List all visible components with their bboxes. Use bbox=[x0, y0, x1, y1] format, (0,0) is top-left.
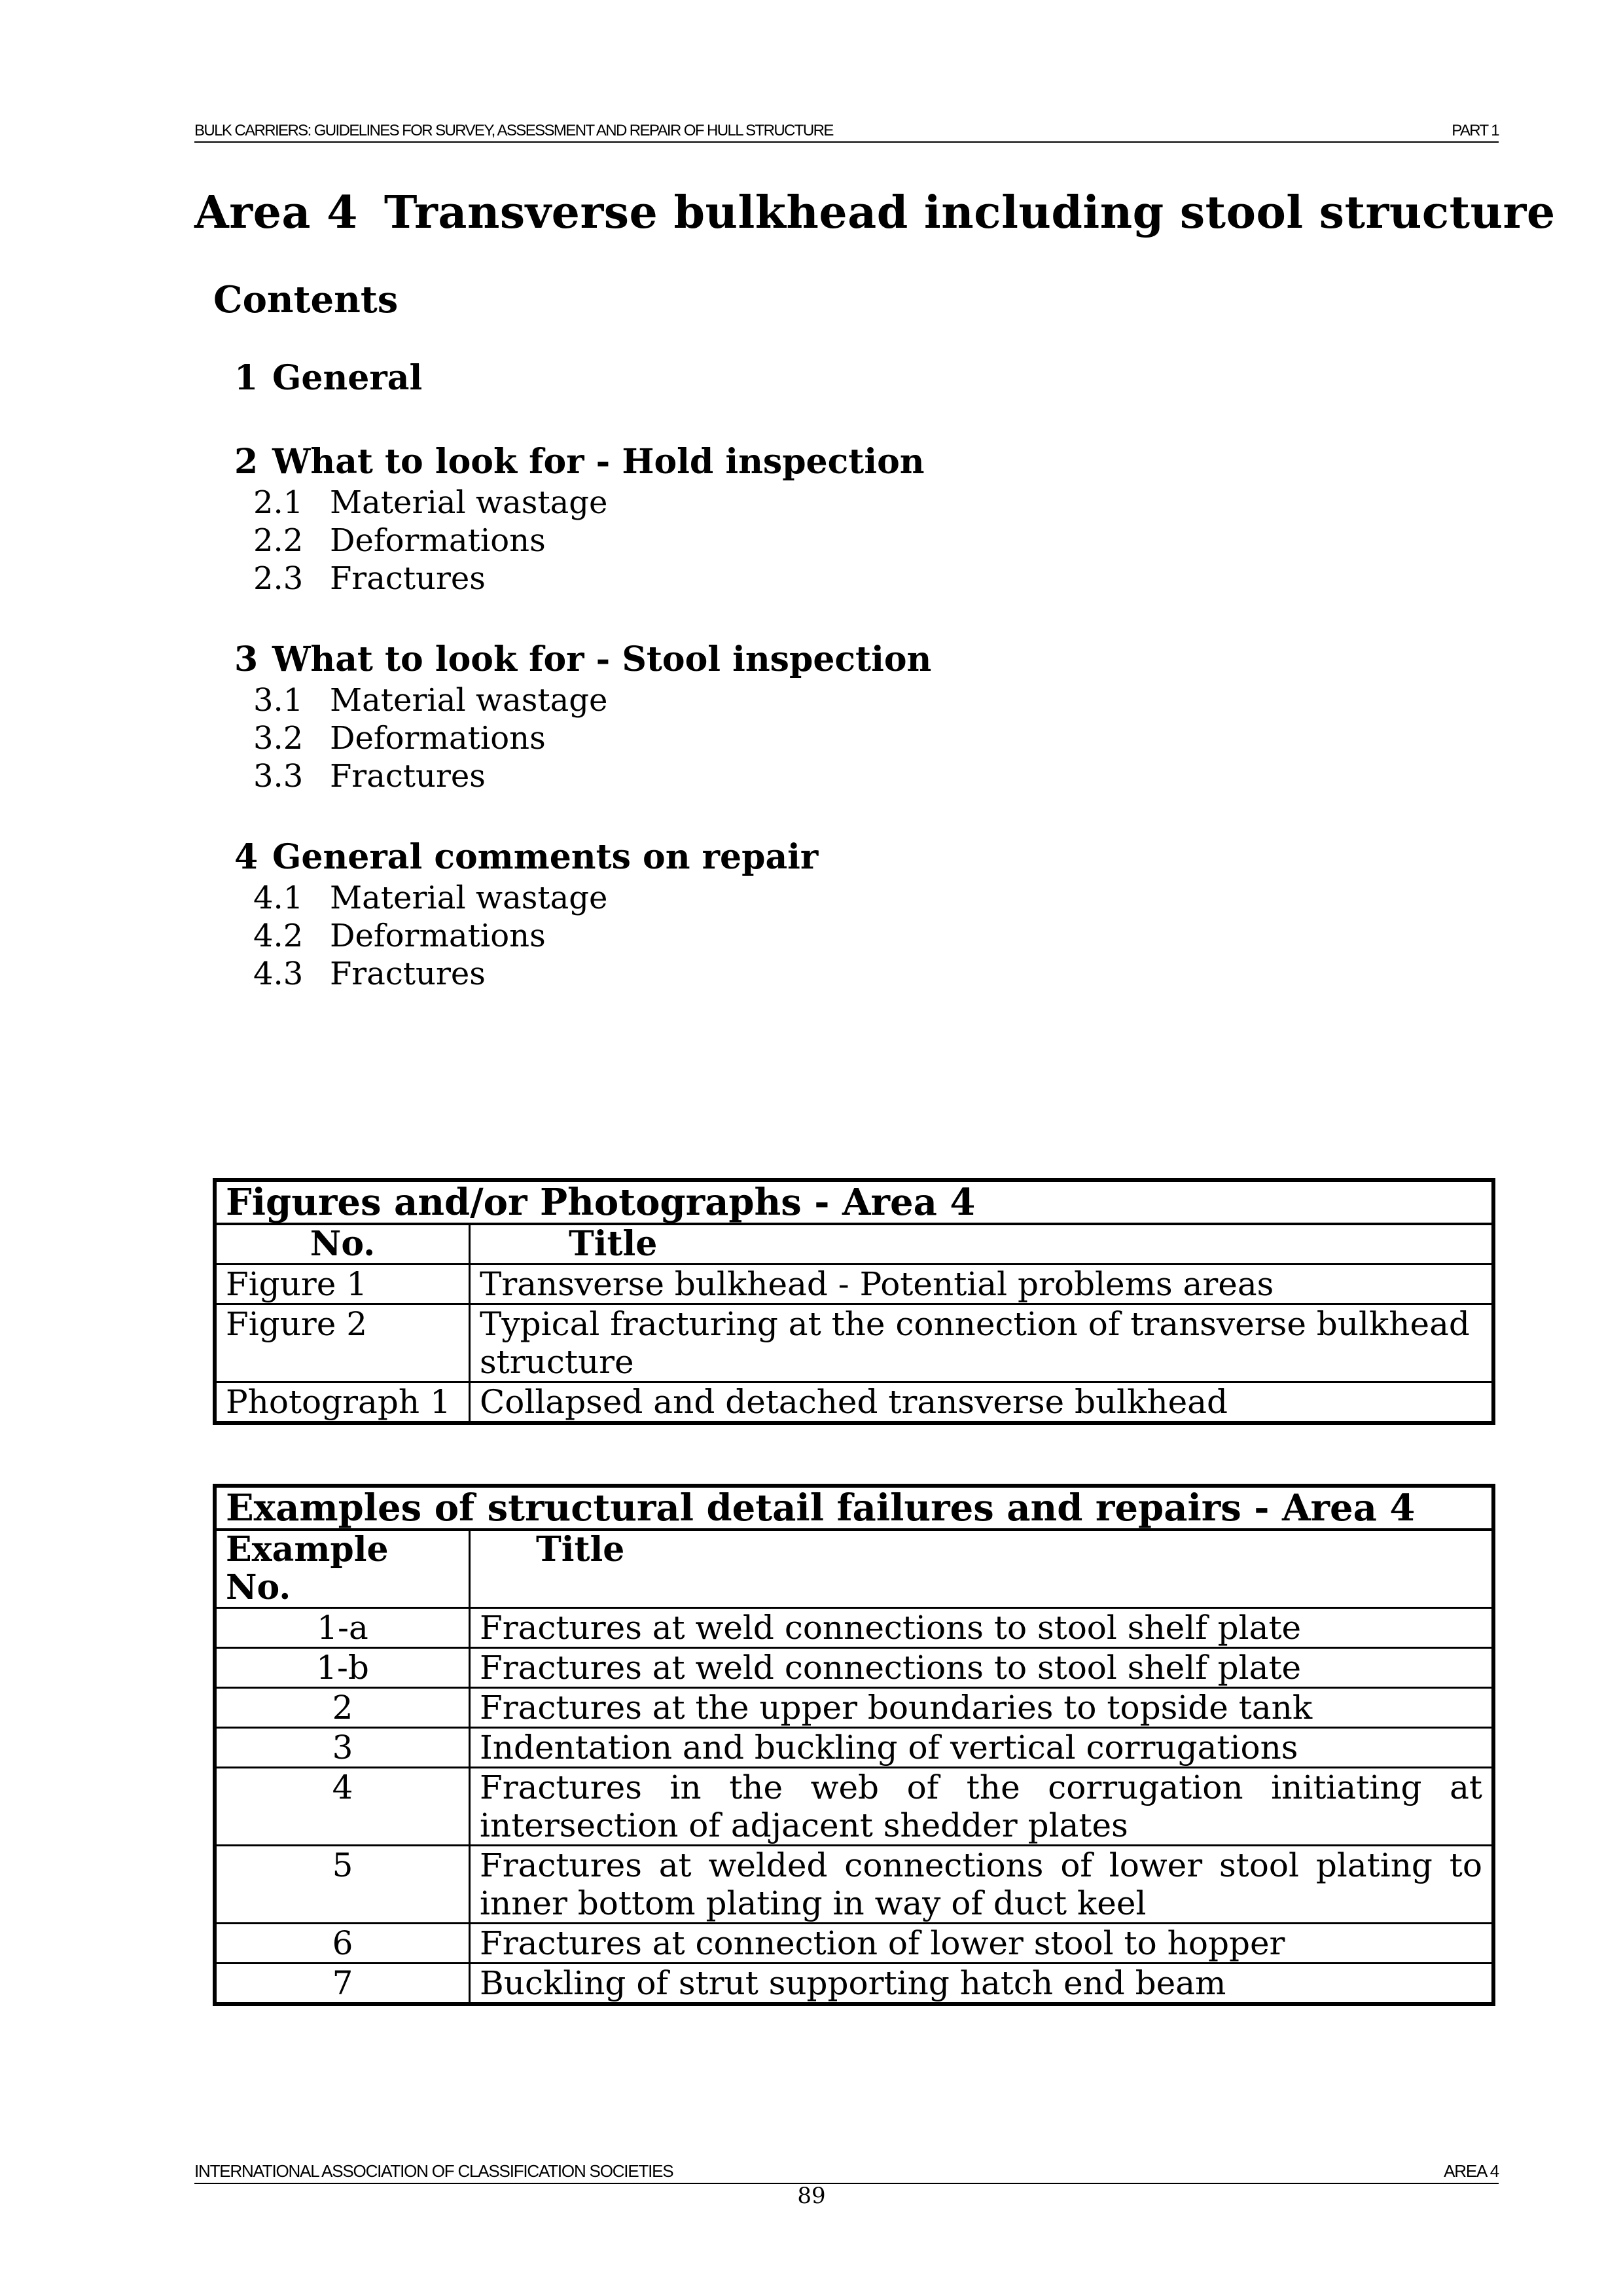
toc-subsection-number: 2.1 bbox=[253, 484, 304, 521]
toc-subsection bbox=[234, 484, 931, 522]
header-part: PART 1 bbox=[1452, 122, 1499, 139]
toc-subsection bbox=[234, 681, 931, 719]
example-row-no: 2 bbox=[215, 1688, 470, 1728]
examples-col-title: Title bbox=[470, 1530, 1494, 1608]
toc-subsection-label: Material wastage bbox=[330, 484, 608, 521]
toc-subsection-number: 3.2 bbox=[253, 720, 304, 757]
contents-heading: Contents bbox=[213, 278, 399, 321]
toc-subsection-number: 3.3 bbox=[253, 758, 304, 795]
toc-section-label: What to look for - Stool inspection bbox=[272, 639, 932, 679]
example-row-title: Fractures at weld connections to stool shelf plate bbox=[470, 1648, 1494, 1688]
example-row bbox=[215, 1846, 1493, 1924]
footer-organization: INTERNATIONAL ASSOCIATION OF CLASSIFICATION SOCIETIES bbox=[194, 2161, 673, 2181]
figure-row-title: Transverse bulkhead - Potential problems areas bbox=[470, 1265, 1494, 1304]
page-title bbox=[194, 187, 1556, 239]
example-row-title: Buckling of strut supporting hatch end beam bbox=[470, 1964, 1494, 2005]
example-row-title: Indentation and buckling of vertical corrugations bbox=[470, 1728, 1494, 1768]
toc-section-heading bbox=[234, 836, 931, 879]
toc-section-heading bbox=[234, 357, 931, 400]
example-row-no: 3 bbox=[215, 1728, 470, 1768]
figure-row bbox=[215, 1304, 1493, 1382]
example-row bbox=[215, 1924, 1493, 1964]
examples-table bbox=[213, 1484, 1495, 2006]
figures-col-no: No. bbox=[215, 1224, 470, 1265]
example-row bbox=[215, 1768, 1493, 1846]
example-row-title: Fractures in the web of the corrugation initiating at intersection of adjacent shedder plates bbox=[470, 1768, 1494, 1846]
example-row-title: Fractures at weld connections to stool shelf plate bbox=[470, 1608, 1494, 1648]
toc-section-heading bbox=[234, 638, 931, 681]
figures-table-caption: Figures and/or Photographs - Area 4 bbox=[215, 1180, 1493, 1224]
toc-subsection-label: Deformations bbox=[330, 522, 546, 559]
figures-col-title: Title bbox=[470, 1224, 1494, 1265]
toc-subsection bbox=[234, 560, 931, 598]
example-row-no: 4 bbox=[215, 1768, 470, 1846]
table-of-contents bbox=[234, 357, 931, 993]
toc-subsection-label: Deformations bbox=[330, 918, 546, 954]
area-number: Area 4 bbox=[194, 187, 358, 239]
figure-row-no: Figure 1 bbox=[215, 1265, 470, 1304]
toc-gap bbox=[234, 598, 931, 638]
example-row-no: 5 bbox=[215, 1846, 470, 1924]
example-row bbox=[215, 1648, 1493, 1688]
toc-section-label: General bbox=[272, 358, 423, 398]
example-row-no: 1-a bbox=[215, 1608, 470, 1648]
footer-area: AREA 4 bbox=[1444, 2161, 1499, 2181]
toc-section bbox=[234, 440, 931, 598]
figure-row-no: Photograph 1 bbox=[215, 1382, 470, 1424]
toc-subsection bbox=[234, 917, 931, 955]
toc-subsection-label: Fractures bbox=[330, 758, 486, 795]
toc-section-label: What to look for - Hold inspection bbox=[272, 442, 925, 482]
toc-subsection bbox=[234, 955, 931, 993]
toc-section bbox=[234, 638, 931, 795]
example-row-title: Fractures at the upper boundaries to topside tank bbox=[470, 1688, 1494, 1728]
toc-subsection-label: Material wastage bbox=[330, 682, 608, 719]
toc-subsection-number: 4.3 bbox=[253, 956, 304, 992]
header-title: BULK CARRIERS: GUIDELINES FOR SURVEY, ASSESSMENT AND REPAIR OF HULL STRUCTURE bbox=[194, 122, 833, 139]
examples-col-no: Example No. bbox=[215, 1530, 470, 1608]
toc-section bbox=[234, 836, 931, 993]
toc-subsection-number: 2.3 bbox=[253, 560, 304, 597]
running-header bbox=[194, 121, 1499, 143]
toc-gap bbox=[234, 795, 931, 836]
toc-subsection-number: 4.2 bbox=[253, 918, 304, 954]
running-footer bbox=[194, 2161, 1499, 2184]
page-number: 89 bbox=[797, 2183, 826, 2209]
figure-row bbox=[215, 1382, 1493, 1424]
toc-subsection-label: Deformations bbox=[330, 720, 546, 757]
toc-subsection bbox=[234, 757, 931, 795]
toc-section-number: 2 bbox=[234, 442, 259, 482]
example-row-no: 6 bbox=[215, 1924, 470, 1964]
toc-subsection-label: Material wastage bbox=[330, 880, 608, 916]
example-row bbox=[215, 1964, 1493, 2005]
toc-subsection bbox=[234, 719, 931, 757]
toc-subsection-number: 2.2 bbox=[253, 522, 304, 559]
figure-row-title: Typical fracturing at the connection of transverse bulkhead structure bbox=[470, 1304, 1494, 1382]
example-row-title: Fractures at connection of lower stool to hopper bbox=[470, 1924, 1494, 1964]
figure-row-no: Figure 2 bbox=[215, 1304, 470, 1382]
examples-table-caption: Examples of structural detail failures and repairs - Area 4 bbox=[215, 1486, 1493, 1530]
example-row-no: 7 bbox=[215, 1964, 470, 2005]
toc-section-number: 4 bbox=[234, 837, 259, 877]
example-row bbox=[215, 1688, 1493, 1728]
toc-subsection-number: 3.1 bbox=[253, 682, 304, 719]
toc-subsection bbox=[234, 879, 931, 917]
area-title: Transverse bulkhead including stool structure bbox=[383, 187, 1556, 239]
toc-subsection-number: 4.1 bbox=[253, 880, 304, 916]
toc-section-number: 3 bbox=[234, 639, 259, 679]
figure-row-title: Collapsed and detached transverse bulkhead bbox=[470, 1382, 1494, 1424]
toc-subsection-label: Fractures bbox=[330, 560, 486, 597]
example-row bbox=[215, 1608, 1493, 1648]
toc-section bbox=[234, 357, 931, 400]
toc-section-label: General comments on repair bbox=[272, 837, 819, 877]
toc-subsection bbox=[234, 522, 931, 560]
toc-gap bbox=[234, 400, 931, 440]
example-row-title: Fractures at welded connections of lower stool plating to inner bottom plating in way of duct keel bbox=[470, 1846, 1494, 1924]
figure-row bbox=[215, 1265, 1493, 1304]
toc-section-number: 1 bbox=[234, 358, 259, 398]
toc-subsection-label: Fractures bbox=[330, 956, 486, 992]
example-row-no: 1-b bbox=[215, 1648, 470, 1688]
figures-table bbox=[213, 1178, 1495, 1425]
toc-section-heading bbox=[234, 440, 931, 484]
example-row bbox=[215, 1728, 1493, 1768]
